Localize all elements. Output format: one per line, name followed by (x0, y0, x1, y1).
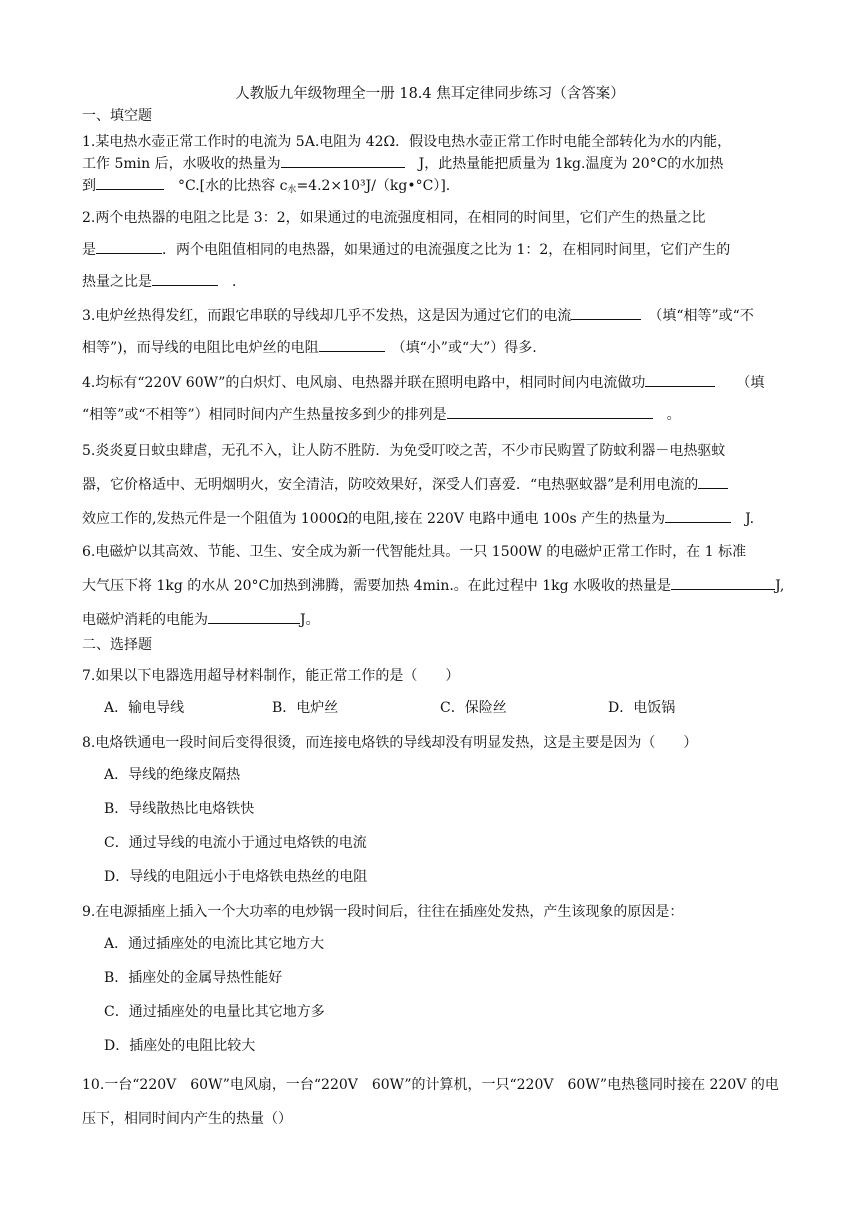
answer-blank[interactable] (671, 575, 775, 590)
question-2-line-2 (82, 234, 782, 266)
question-9-stem: 9.在电源插座上插入一个大功率的电炒锅一段时间后，往往在插座处发热，产生该现象的原因是： (82, 904, 684, 920)
question-7-stem: 7.如果以下电器选用超导材料制作，能正常工作的是（ ） (82, 668, 460, 684)
answer-blank[interactable] (152, 271, 218, 286)
question-3-text-b: （填“相等”或“不 (655, 308, 754, 324)
question-5-line-3 (82, 502, 782, 536)
answer-blank[interactable] (281, 153, 405, 168)
question-4-text-d: 。 (666, 407, 681, 423)
question-1-text-d: °C.[水的比热容 c (178, 178, 288, 194)
question-4-text-b: （填 (743, 375, 765, 391)
question-4-text-a: 4.均标有“220V 60W”的白炽灯、电风扇、电热器并联在照明电路中，相同时间内电流做功 (82, 375, 646, 391)
answer-blank[interactable] (447, 404, 653, 419)
question-6-text-a: 大气压下将 1kg 的水从 20°C加热到沸腾，需要加热 4min.。在此过程中 1kg 水吸收的热量是 (82, 578, 672, 594)
page-title: 人教版九年级物理全一册 18.4 焦耳定律同步练习（含答案） (235, 86, 625, 102)
question-1-line-3 (82, 175, 782, 201)
answer-blank[interactable] (571, 305, 641, 320)
option-b[interactable]: B．插座处的金属导热性能好 (104, 970, 283, 986)
question-1-text-b: J，此热量能把质量为 1kg.温度为 20°C的水加热 (418, 156, 724, 172)
question-4-line-1 (82, 367, 782, 399)
question-1-text-e: =4.2×10³J/（kg•°C）]. (296, 178, 451, 194)
question-1 (82, 131, 782, 201)
option-c[interactable]: C．通过插座处的电量比其它地方多 (104, 1004, 325, 1020)
question-7 (82, 665, 782, 687)
question-6-line-3 (82, 603, 782, 637)
question-6-text-d: J。 (300, 612, 320, 628)
question-8 (82, 732, 782, 754)
option-c[interactable]: C．保险丝 (440, 700, 507, 716)
question-5-text-a: 器，它价格适中、无明烟明火，安全清洁，防咬效果好，深受人们喜爱．“电热驱蚊器”是利用电流的 (82, 477, 699, 493)
answer-blank[interactable] (645, 372, 715, 387)
question-1-line-2 (82, 153, 782, 175)
question-2-text-b: ．两个电阻值相同的电热器，如果通过的电流强度之比为 1：2，在相同时间里，它们产生的 (162, 242, 731, 258)
question-2 (82, 202, 782, 298)
answer-blank[interactable] (96, 239, 162, 254)
option-d[interactable]: D．插座处的电阻比较大 (104, 1038, 256, 1054)
question-8-stem: 8.电烙铁通电一段时间后变得很烫，而连接电烙铁的导线却没有明显发热，这是主要是因为（ ） (82, 735, 698, 751)
option-b[interactable]: B．电炉丝 (272, 700, 339, 716)
question-3-line-1 (82, 300, 782, 332)
question-6-line-1: 6.电磁炉以其高效、节能、卫生、安全成为新一代智能灶具。一只 1500W 的电磁炉正常工作时，在 1 标准 (82, 544, 747, 560)
question-3-text-a: 3.电炉丝热得发红，而跟它串联的导线却几乎不发热，这是因为通过它们的电流 (82, 308, 572, 324)
answer-blank[interactable] (665, 508, 731, 523)
question-7-options (104, 698, 675, 718)
option-a[interactable]: A．通过插座处的电流比其它地方大 (104, 936, 325, 952)
option-d[interactable]: D．导线的电阻远小于电烙铁电热丝的电阻 (104, 869, 368, 885)
question-2-text-a: 是 (82, 242, 96, 258)
option-b[interactable]: B．导线散热比电烙铁快 (104, 801, 255, 817)
answer-blank[interactable] (698, 474, 728, 489)
answer-blank[interactable] (319, 337, 385, 352)
option-a[interactable]: A．输电导线 (104, 700, 185, 716)
question-9 (82, 901, 782, 923)
subscript-water: 水 (287, 185, 297, 195)
question-3-text-d: （填“小”或“大”）得多. (398, 340, 537, 356)
question-6-line-2 (82, 569, 785, 603)
answer-blank[interactable] (96, 175, 164, 190)
question-2-text-c: 热量之比是 (82, 274, 152, 290)
question-5-text-c: J. (745, 511, 755, 527)
question-3-text-c: 相等”)，而导线的电阻比电炉丝的电阻 (82, 340, 319, 356)
section-heading-multiple-choice: 二、选择题 (82, 637, 152, 653)
question-2-line-1: 2.两个电热器的电阻之比是 3：2，如果通过的电流强度相同，在相同的时间里，它们产生的热量之比 (82, 210, 706, 226)
question-6 (82, 535, 785, 637)
section-heading-fill-in: 一、填空题 (82, 108, 152, 124)
question-5-line-2 (82, 468, 782, 502)
question-1-text-c: 到 (82, 178, 96, 194)
question-1-line-1: 1.某电热水壶正常工作时的电流为 5A.电阻为 42Ω．假设电热水壶正常工作时电能全部转化为水的内能， (82, 134, 732, 150)
question-3 (82, 300, 782, 364)
question-4 (82, 367, 782, 431)
question-3-line-2 (82, 332, 782, 364)
option-d[interactable]: D．电饭锅 (608, 700, 676, 716)
question-10-line-1: 10.一台“220V 60W”电风扇，一台“220V 60W”的计算机，一只“220V 60W”电热毯同时接在 220V 的电 (82, 1077, 779, 1093)
question-10-line-2: 压下，相同时间内产生的热量（） (82, 1111, 292, 1127)
question-5 (82, 434, 782, 536)
option-a[interactable]: A．导线的绝缘皮隔热 (104, 767, 241, 783)
answer-blank[interactable] (208, 609, 300, 624)
question-2-line-3 (82, 266, 782, 298)
question-4-text-c: “相等”或“不相等”）相同时间内产生热量按多到少的排列是 (82, 407, 447, 423)
question-5-line-1: 5.炎炎夏日蚊虫肆虐，无孔不入，让人防不胜防．为免受叮咬之苦，不少市民购置了防蚊利器－电热驱蚊 (82, 443, 726, 459)
question-4-line-2 (82, 399, 782, 431)
question-2-text-d: ． (232, 274, 246, 290)
question-6-text-c: 电磁炉消耗的电能为 (82, 612, 208, 628)
question-6-text-b: J, (775, 578, 785, 594)
question-1-text-a: 工作 5min 后，水吸收的热量为 (82, 156, 281, 172)
option-c[interactable]: C．通过导线的电流小于通过电烙铁的电流 (104, 835, 367, 851)
question-10 (82, 1068, 782, 1136)
question-5-text-b: 效应工作的,发热元件是一个阻值为 1000Ω的电阻,接在 220V 电路中通电 100s 产生的热量为 (82, 511, 666, 527)
